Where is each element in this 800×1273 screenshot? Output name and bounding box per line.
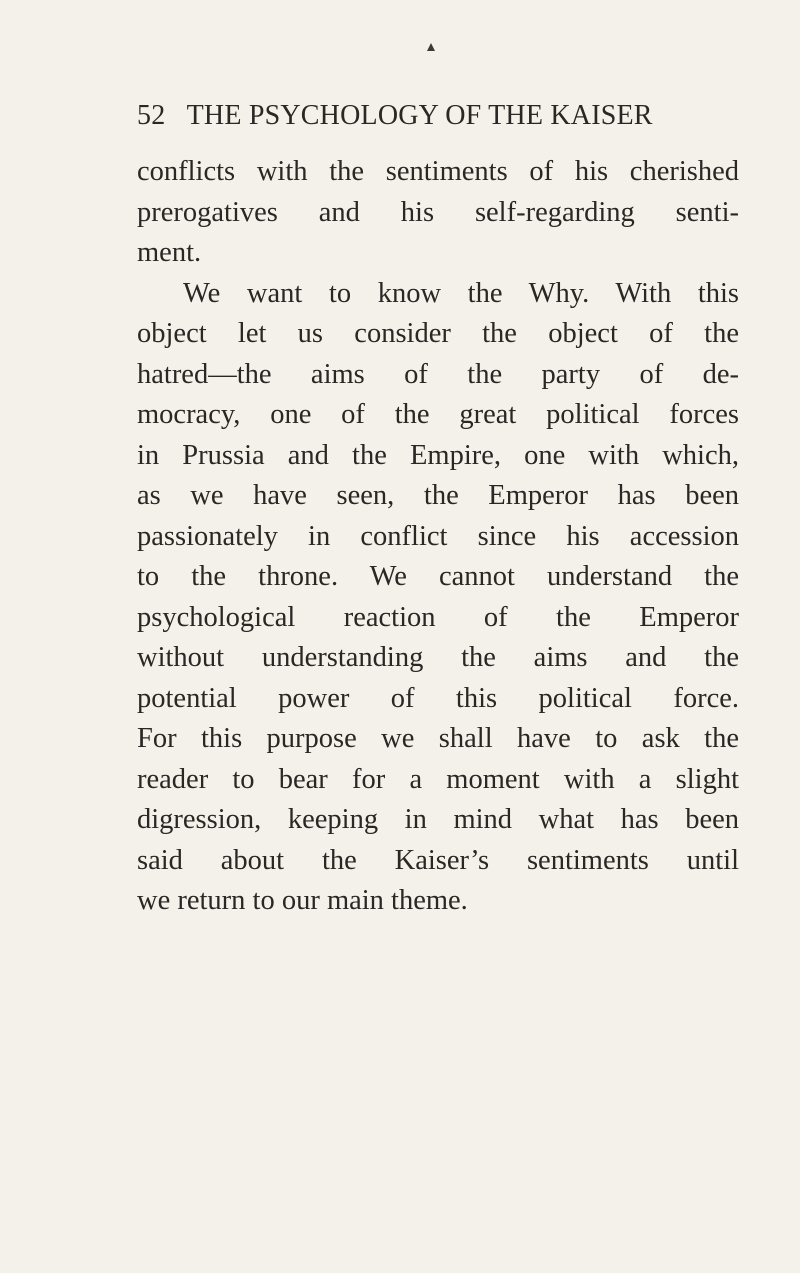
text-line: passionately in conflict since his accession xyxy=(137,520,739,552)
running-header xyxy=(137,100,737,140)
text-line: object let us consider the object of the xyxy=(137,318,739,349)
text-line: hatred—the aims of the party of de- xyxy=(137,358,739,390)
text-line: prerogatives and his self-regarding senti- xyxy=(137,196,739,228)
printer-mark-icon xyxy=(427,43,435,51)
text-line: said about the Kaiser’s sentiments until xyxy=(137,844,739,876)
running-title: THE PSYCHOLOGY OF THE KAISER xyxy=(186,100,653,131)
text-line: ment. xyxy=(137,237,202,268)
text-line: we return to our main theme. xyxy=(137,885,468,916)
text-line: potential power of this political force. xyxy=(137,682,739,714)
text-line: reader to bear for a moment with a slight xyxy=(137,763,739,795)
text-line: in Prussia and the Empire, one with which, xyxy=(137,439,739,471)
text-line: to the throne. We cannot understand the xyxy=(137,561,739,592)
text-line: as we have seen, the Emperor has been xyxy=(137,480,739,511)
text-line: digression, keeping in mind what has been xyxy=(137,804,739,835)
page-number: 52 xyxy=(137,100,166,131)
text-line: psychological reaction of the Emperor xyxy=(137,601,739,633)
text-line: We want to know the Why. With this xyxy=(183,277,739,309)
body-text xyxy=(137,152,739,922)
text-line: For this purpose we shall have to ask the xyxy=(137,723,739,754)
text-line: without understanding the aims and the xyxy=(137,642,739,673)
text-line: mocracy, one of the great political forces xyxy=(137,399,739,430)
text-line: conflicts with the sentiments of his cherished xyxy=(137,156,739,187)
